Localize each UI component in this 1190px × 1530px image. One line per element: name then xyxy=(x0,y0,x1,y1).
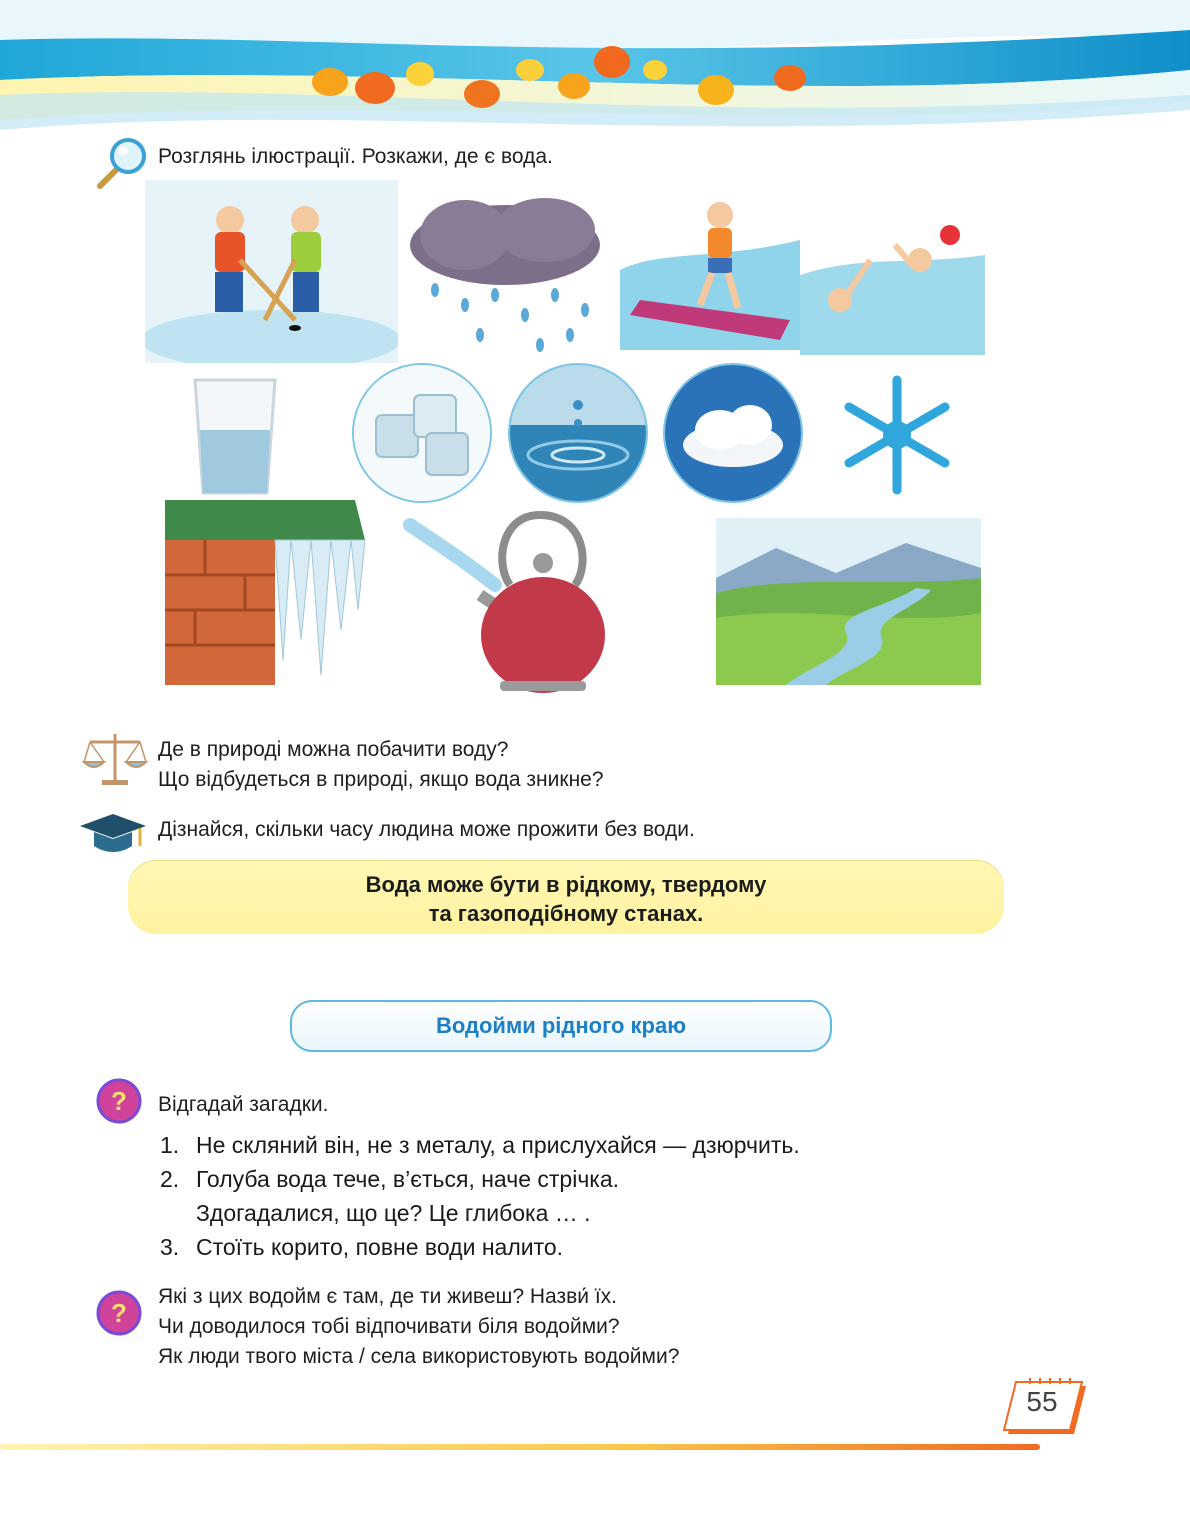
list-item: 1. Не скляний він, не з металу, а прислухайся — дзюрчить. xyxy=(160,1132,800,1158)
footer-line xyxy=(0,1438,1040,1446)
list-item: Здогадалися, що це? Це глибока … . xyxy=(196,1200,591,1226)
prompt-look: Розглянь ілюстрації. Розкажи, де є вода. xyxy=(158,145,553,168)
question-line: Що відбудеться в природі, якщо вода зникне? xyxy=(158,768,604,791)
illustration-surfer xyxy=(620,190,800,350)
question-mark-icon xyxy=(96,1078,142,1124)
riddles-prompt: Відгадай загадки. xyxy=(158,1093,329,1116)
graduation-cap-icon xyxy=(78,810,148,858)
illustration-cloud xyxy=(663,363,803,503)
fact-line: та газоподібному станах. xyxy=(428,901,704,926)
question-mark-icon xyxy=(96,1290,142,1336)
question-line: Як люди твого міста / села використовують водойми? xyxy=(158,1345,680,1368)
list-item: 2. Голуба вода тече, в’ється, наче стрічка. xyxy=(160,1166,620,1192)
svg-text:?: ? xyxy=(111,1086,127,1116)
section-title: Водойми рідного краю xyxy=(435,1013,686,1038)
illustration-swimming xyxy=(800,205,985,355)
question-line: Чи доводилося тобі відпочивати біля водойми? xyxy=(158,1315,620,1338)
illustration-river-landscape xyxy=(716,518,981,685)
illustration-ice-cubes xyxy=(352,363,492,503)
section-header xyxy=(290,1000,832,1052)
illustration-icicles xyxy=(165,500,365,685)
illustration-ice-hockey xyxy=(145,180,398,363)
svg-text:?: ? xyxy=(111,1298,127,1328)
illustration-kettle xyxy=(400,505,650,695)
illustration-water-drop xyxy=(508,363,648,503)
riddles-list xyxy=(160,1128,800,1264)
prompt-learn: Дізнайся, скільки часу людина може прожити без води. xyxy=(158,818,695,841)
fact-text xyxy=(128,870,1004,928)
scales-icon xyxy=(80,728,150,788)
question-line: Де в природі можна побачити воду? xyxy=(158,738,509,761)
page-number: 55 xyxy=(1026,1386,1058,1417)
final-questions xyxy=(158,1282,679,1372)
list-item: 3. Стоїть корито, повне води налито. xyxy=(160,1234,564,1260)
magnifier-icon xyxy=(96,134,152,190)
illustration-rain-cloud xyxy=(405,195,605,365)
question-line: Які з цих водойм є там, де ти живеш? Назви́ їх. xyxy=(158,1285,618,1308)
questions-think xyxy=(158,735,604,795)
illustration-glass-of-water xyxy=(185,375,285,500)
header-decoration xyxy=(0,0,1190,150)
illustration-snowflake xyxy=(830,375,965,495)
fact-line: Вода може бути в рідкому, твердому xyxy=(365,872,767,897)
